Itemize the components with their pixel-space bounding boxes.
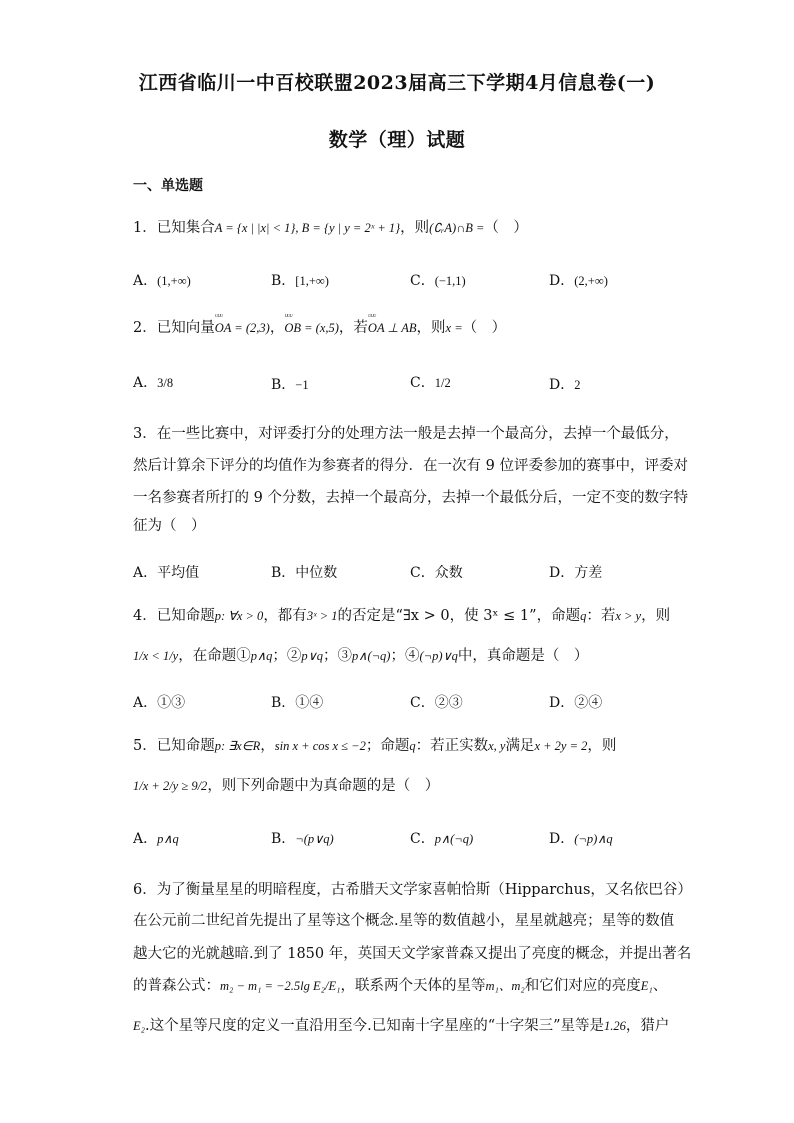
q5-option-c: C．p∧(¬q): [410, 831, 474, 847]
question-6-line-1: 6．为了衡量星星的明暗程度，古希腊天文学家喜帕恰斯（Hipparchus，又名依巴谷）: [133, 882, 692, 898]
q1-math-a: A = {x | |x| < 1}, B = {y | y = 2ˣ + 1}: [214, 221, 401, 235]
question-3-line-1: 3．在一些比赛中，对评委打分的处理方法一般是去掉一个最高分，去掉一个最低分，: [133, 426, 679, 442]
q2-text-a: 2．已知向量: [133, 320, 215, 336]
q4-math-ineq: 3ˣ > 1: [306, 609, 338, 623]
q2-math-c: ᵁᵁᵁ OA ⊥ AB: [368, 318, 417, 338]
q5-option-a-value: p∧q: [157, 832, 179, 846]
q2-text-b: ，: [269, 320, 285, 336]
q1-option-a: A．(1,+∞): [133, 273, 191, 289]
q2-option-a: A．3/8: [133, 375, 174, 391]
question-6-line-5: E₂.这个星等尺度的定义一直沿用至今.已知南十字星座的“十字架三”星等是1.26，猎户: [133, 1018, 670, 1034]
q5-option-d-value: (¬p)∧q: [574, 832, 613, 846]
q2-option-b: B．−1: [271, 377, 309, 393]
question-1: [133, 218, 528, 238]
q2-math-d: x =: [445, 321, 463, 335]
q3-option-c: C．众数: [410, 565, 463, 581]
question-4-line-2: 1/x < 1/y，在命题①p∧q；②p∨q；③p∧(¬q)；④(¬p)∨q中，真命题是（ ）: [133, 648, 589, 664]
question-3-line-4: 征为（ ）: [133, 518, 206, 534]
q5-option-b-value: ¬(p∨q): [295, 832, 334, 846]
q1-option-b-value: [1,+∞): [295, 274, 329, 288]
exam-subtitle: 数学（理）试题: [328, 129, 466, 151]
q1-text-b: ，则: [400, 220, 430, 236]
question-2: [133, 318, 506, 338]
question-4-line-1: 4．已知命题p: ∀x > 0，都有3ˣ > 1的否定是“∃x > 0，使 3ˣ ≤ 1”，命题q：若x > y，则: [133, 608, 671, 624]
q2-option-d: D．2: [549, 377, 581, 393]
q5-math-fraction: 1/x + 2/y ≥ 9/2: [133, 779, 208, 793]
q2-math-a: ᵁᵁᵁ OA = (2,3): [215, 318, 270, 338]
q4-option-c: C．②③: [410, 695, 463, 711]
q2-math-b: ᵁᵁᵁ OB = (x,5): [284, 318, 339, 338]
q1-option-a-value: (1,+∞): [157, 274, 191, 288]
q1-option-d: D．(2,+∞): [549, 273, 608, 289]
q2-text-e: （ ）: [462, 320, 507, 336]
q1-text-a: 1．已知集合: [133, 220, 215, 236]
question-6-line-3: 越大它的光就越暗.到了 1850 年，英国天文学家普森又提出了亮度的概念，并提出著名: [133, 946, 692, 962]
question-3-line-2: 然后计算余下评分的均值作为参赛者的得分．在一次有 9 位评委参加的赛事中，评委对: [133, 458, 688, 474]
q6-math-formula: m₂ − m₁ = −2.5lg E₂/E₁: [220, 979, 341, 993]
q1-text-c: （ ）: [484, 220, 528, 236]
q4-math-p: p: ∀x > 0: [214, 609, 264, 623]
q5-option-c-value: p∧(¬q): [434, 832, 474, 846]
q5-option-b: B．¬(p∨q): [271, 831, 334, 847]
q2-text-c: ，若: [338, 320, 368, 336]
q4-math-xy: x > y: [615, 609, 642, 623]
q1-option-c-value: (−1,1): [434, 274, 466, 288]
q5-option-d: D．(¬p)∧q: [549, 831, 613, 847]
q5-math-trig: sin x + cos x ≤ −2: [274, 739, 366, 753]
q3-option-d: D．方差: [549, 565, 603, 581]
q5-math-constraint: x + 2y = 2: [534, 739, 588, 753]
question-6-line-4: 的普森公式：m₂ − m₁ = −2.5lg E₂/E₁，联系两个天体的星等m₁、m₂和它们对应的亮度E₁、: [133, 978, 668, 994]
q2-option-c-value: 1/2: [434, 376, 451, 390]
q5-math-p: p: ∃x∈R: [214, 739, 261, 753]
q5-option-a: A．p∧q: [133, 831, 179, 847]
section-heading: 一、单选题: [133, 178, 203, 194]
q3-option-a: A．平均值: [133, 565, 200, 581]
question-6-line-2: 在公元前二世纪首先提出了星等这个概念.星等的数值越小，星星就越亮；星等的数值: [133, 913, 675, 929]
q1-option-d-value: (2,+∞): [574, 274, 608, 288]
q4-option-b: B．①④: [271, 695, 324, 711]
q4-option-d: D．②④: [549, 695, 603, 711]
question-3-line-3: 一名参赛者所打的 9 个分数，去掉一个最高分，去掉一个最低分后，一定不变的数字特: [133, 490, 688, 506]
q4-option-a: A．①③: [133, 695, 186, 711]
q6-math-magnitude: 1.26: [604, 1019, 626, 1033]
q1-option-b: B．[1,+∞): [271, 273, 329, 289]
question-5-line-1: 5．已知命题p: ∃x∈R，sin x + cos x ≤ −2；命题q：若正实数x, y满足x + 2y = 2，则: [133, 738, 617, 754]
exam-title: 江西省临川一中百校联盟2023届高三下学期4月信息卷(一): [138, 72, 656, 94]
question-5-line-2: 1/x + 2/y ≥ 9/2，则下列命题中为真命题的是（ ）: [133, 778, 440, 794]
q1-math-b: (∁ᵣA)∩B =: [429, 221, 485, 235]
q4-math-q: q: [580, 609, 587, 623]
q3-option-b: B．中位数: [271, 565, 338, 581]
q4-math-fraction: 1/x < 1/y: [133, 649, 179, 663]
q2-option-b-value: −1: [295, 378, 309, 392]
q2-option-d-value: 2: [574, 378, 581, 392]
q2-text-d: ，则: [416, 320, 446, 336]
q1-option-c: C．(−1,1): [410, 273, 466, 289]
q2-option-a-value: 3/8: [157, 376, 174, 390]
q2-option-c: C．1/2: [410, 375, 451, 391]
